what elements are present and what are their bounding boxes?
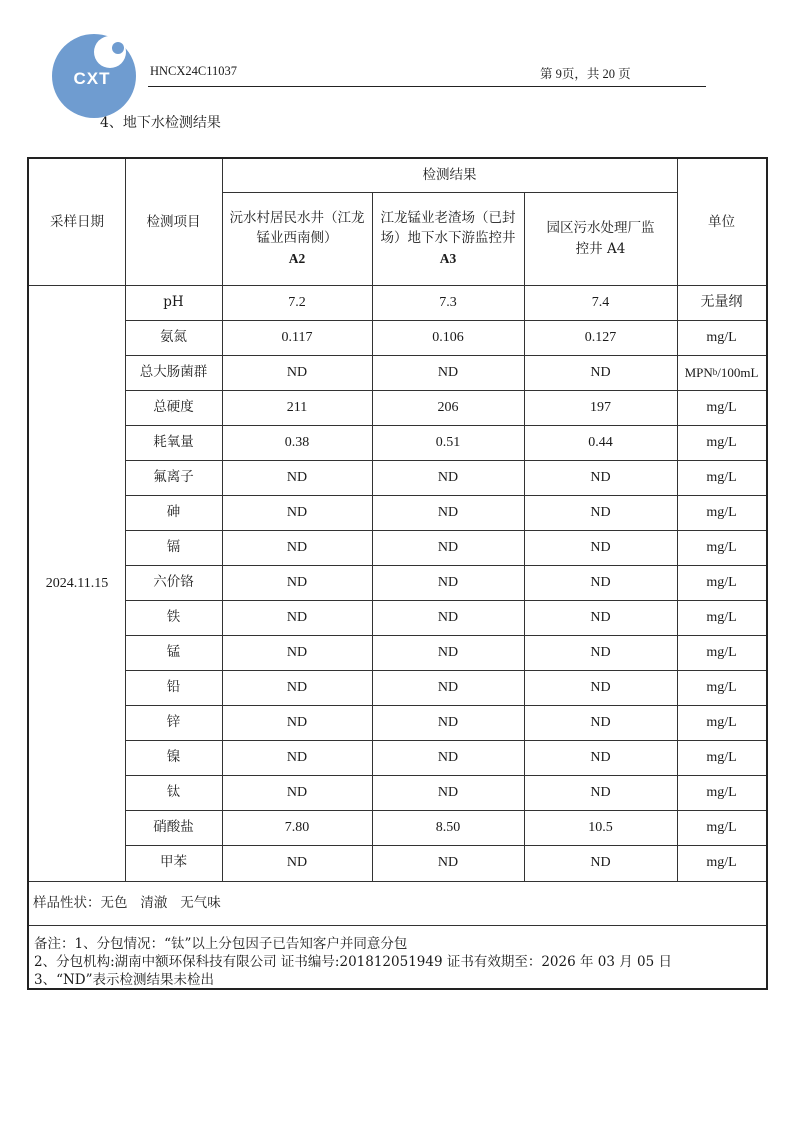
value-a2: ND [286, 540, 308, 555]
header-sampling-date: 采样日期 [50, 213, 104, 230]
value-a3: 206 [437, 400, 459, 415]
unit-value [677, 355, 766, 390]
sampling-date-value: 2024.11.15 [45, 575, 109, 591]
value-a4: ND [590, 365, 611, 380]
value-a3: ND [437, 540, 459, 555]
unit-value: mg/L [706, 645, 737, 660]
unit-value: mg/L [706, 400, 737, 415]
value-a2: 0.117 [281, 330, 313, 345]
value-a3: ND [437, 750, 459, 765]
grid-line [125, 159, 126, 881]
value-a3: 0.51 [435, 435, 461, 450]
unit-value: mg/L [706, 715, 737, 730]
value-a3: ND [437, 715, 459, 730]
value-a3: ND [437, 505, 459, 520]
value-a4: 0.44 [588, 435, 613, 450]
grid-line [677, 159, 678, 881]
grid-line [222, 159, 223, 881]
test-item: 钛 [166, 784, 181, 801]
test-item: 氨氮 [160, 329, 187, 346]
value-a4: ND [590, 540, 611, 555]
test-item: pH [163, 294, 184, 311]
value-a2: 7.2 [288, 295, 306, 310]
unit-value: 无量纲 [700, 295, 743, 310]
value-a2: 0.38 [284, 435, 310, 450]
value-a3: 7.3 [439, 295, 457, 310]
value-a2: 7.80 [284, 820, 310, 835]
grid-line [29, 925, 766, 926]
test-item: 耗氧量 [153, 434, 194, 451]
test-item: 氟离子 [153, 469, 194, 486]
test-item: 六价铬 [153, 574, 194, 591]
value-a4: 10.5 [588, 820, 613, 835]
header-unit: 单位 [708, 213, 735, 230]
test-item: 锌 [166, 714, 181, 731]
grid-line [29, 881, 766, 882]
site-a3-code: A3 [439, 250, 457, 266]
unit-value: mg/L [706, 540, 737, 555]
header-divider [148, 86, 706, 87]
sample-status: 样品性状：无色 清澈 无气味 [33, 894, 221, 911]
value-a2: ND [286, 575, 308, 590]
value-a4: ND [590, 855, 611, 870]
logo-text: CXT [73, 69, 111, 88]
value-a2: ND [286, 645, 308, 660]
value-a3: ND [437, 365, 459, 380]
value-a3: ND [437, 645, 459, 660]
grid-line [372, 192, 373, 881]
value-a2: ND [286, 680, 308, 695]
value-a2: ND [286, 750, 308, 765]
site-a2-header [222, 192, 372, 285]
value-a4: ND [590, 575, 611, 590]
site-a2-name-line1: 沅水村居民水井（江龙 [229, 210, 365, 227]
value-a4: ND [590, 645, 611, 660]
test-item: 硝酸盐 [153, 819, 194, 836]
value-a4: ND [590, 785, 611, 800]
site-a3-header [372, 192, 524, 285]
test-item: 镉 [166, 539, 181, 556]
unit-superscript: b [712, 366, 718, 377]
value-a4: 197 [590, 400, 611, 415]
unit-value: mg/L [706, 750, 737, 765]
test-item: 铁 [166, 609, 181, 626]
value-a2: ND [286, 470, 308, 485]
unit-value: mg/L [706, 855, 737, 870]
page-number: 第 9页，共 20 页 [540, 67, 631, 81]
test-item: 甲苯 [160, 854, 187, 871]
test-item: 总硬度 [153, 399, 194, 416]
test-item: 锰 [166, 644, 181, 661]
value-a2: ND [286, 855, 308, 870]
value-a4: ND [590, 680, 611, 695]
unit-value: mg/L [706, 820, 737, 835]
value-a2: 211 [286, 400, 308, 415]
value-a4: ND [590, 470, 611, 485]
value-a2: ND [286, 610, 308, 625]
site-a3-name-line2: 场）地下水下游监控井 [380, 230, 516, 247]
value-a3: ND [437, 610, 459, 625]
grid-line [524, 192, 525, 881]
value-a4: ND [590, 505, 611, 520]
section-title: 4、地下水检测结果 [100, 115, 221, 131]
test-item: 铅 [166, 679, 181, 696]
value-a4: 0.127 [584, 330, 617, 345]
unit-value: mg/L [706, 470, 737, 485]
unit-value: mg/L [706, 680, 737, 695]
value-a4: ND [590, 610, 611, 625]
site-a2-name-line2: 锰业西南侧） [256, 230, 338, 247]
test-item: 镍 [166, 749, 181, 766]
value-a2: ND [286, 505, 308, 520]
site-a2-code: A2 [288, 250, 306, 266]
grid-line [222, 192, 677, 193]
company-logo [48, 30, 140, 122]
value-a3: ND [437, 680, 459, 695]
results-table [27, 157, 768, 990]
value-a3: ND [437, 575, 459, 590]
unit-tail: /100mL [717, 364, 759, 380]
unit-value: mg/L [706, 610, 737, 625]
value-a2: ND [286, 785, 308, 800]
site-a4-name-line1: 园区污水处理厂监 [546, 220, 655, 237]
unit-value: mg/L [706, 330, 737, 345]
unit-value: mg/L [706, 435, 737, 450]
value-a4: 7.4 [591, 295, 610, 310]
value-a3: 0.106 [432, 330, 464, 345]
unit-text: MPN [684, 364, 713, 380]
value-a2: ND [286, 365, 308, 380]
unit-value: mg/L [706, 505, 737, 520]
value-a3: ND [437, 855, 459, 870]
site-a4-header [524, 192, 677, 285]
grid-line [29, 285, 766, 286]
value-a3: ND [437, 785, 459, 800]
unit-value: mg/L [706, 575, 737, 590]
value-a4: ND [590, 750, 611, 765]
note-line-2: 2、分包机构:湖南中额环保科技有限公司 证书编号:201812051949 证书有效期至：2026 年 03 月 05 日 [34, 954, 673, 970]
report-number: HNCX24C11037 [150, 64, 238, 78]
unit-value: mg/L [706, 785, 737, 800]
test-item: 砷 [166, 504, 181, 521]
test-item: 总大肠菌群 [139, 364, 208, 381]
value-a2: ND [286, 715, 308, 730]
value-a4: ND [590, 715, 611, 730]
note-line-1: 备注：1、分包情况：“钛”以上分包因子已告知客户并同意分包 [34, 936, 408, 952]
note-line-3: 3、“ND”表示检测结果未检出 [34, 972, 215, 988]
site-a3-name-line1: 江龙锰业老渣场（已封 [380, 210, 516, 227]
site-a4-name-line2: 控井 A4 [575, 240, 626, 257]
header-test-item: 检测项目 [146, 213, 201, 230]
header-test-results: 检测结果 [422, 167, 477, 184]
value-a3: 8.50 [435, 820, 461, 835]
value-a3: ND [437, 470, 459, 485]
